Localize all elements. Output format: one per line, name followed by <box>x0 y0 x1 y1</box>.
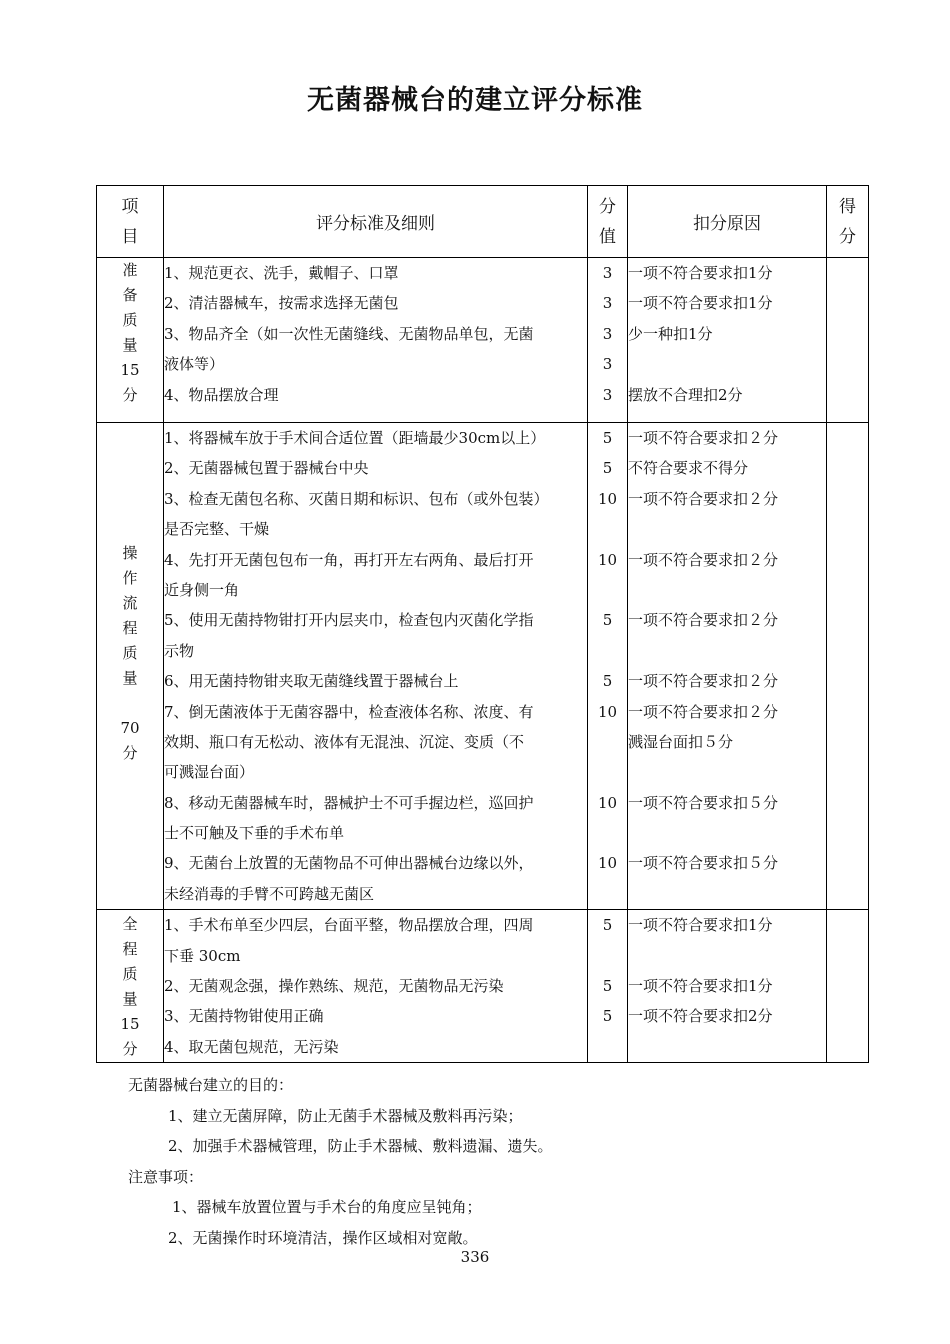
scoring-table <box>96 185 869 1063</box>
section-row-operation <box>97 423 869 910</box>
reason-cell <box>628 910 827 1063</box>
header-points: 分 值 <box>588 186 628 258</box>
section-label-char: 15 <box>120 361 140 379</box>
deduction-reason: 一项不符合要求扣1分 <box>628 294 773 313</box>
criteria-cell <box>164 423 588 910</box>
purpose-item: 2、加强手术器械管理，防止手术器械、敷料遗漏、遗失。 <box>168 1137 553 1155</box>
points-value: 5 <box>602 429 613 447</box>
criteria-line: 4、取无菌包规范，无污染 <box>164 1037 339 1056</box>
page-title: 无菌器械台的建立评分标准 <box>307 85 643 116</box>
criteria-line: 2、无菌观念强，操作熟练、规范，无菌物品无污染 <box>164 977 504 996</box>
points-value: 5 <box>602 672 613 691</box>
criteria-line: 示物 <box>164 641 195 660</box>
criteria-line: 下垂 30cm <box>164 946 241 965</box>
deduction-reason: 一项不符合要求扣５分 <box>628 854 779 873</box>
section-label-char: 量 <box>122 990 138 1009</box>
points-value: 5 <box>602 977 613 996</box>
deduction-reason <box>628 514 826 544</box>
score-cell <box>827 910 869 1063</box>
section-label-char: 质 <box>122 965 138 984</box>
points-value: 5 <box>602 916 613 935</box>
purpose-heading: 无菌器械台建立的目的： <box>128 1076 294 1094</box>
points-value <box>588 636 627 666</box>
points-value <box>588 575 627 605</box>
deduction-reason: 一项不符合要求扣２分 <box>628 702 779 721</box>
deduction-reason <box>628 879 826 909</box>
criteria-line: 士不可触及下垂的手术布单 <box>164 824 345 843</box>
deduction-reason: 一项不符合要求扣２分 <box>628 429 779 447</box>
criteria-line: 5、使用无菌持物钳打开内层夹巾，检查包内灭菌化学指 <box>164 611 534 630</box>
notes-section <box>128 1070 553 1253</box>
deduction-reason: 一项不符合要求扣2分 <box>628 1007 773 1026</box>
section-label-char: 15 <box>120 1015 140 1034</box>
deduction-reason <box>628 636 826 666</box>
deduction-reason: 一项不符合要求扣２分 <box>628 489 779 508</box>
section-label <box>97 910 164 1063</box>
deduction-reason: 一项不符合要求扣1分 <box>628 264 773 282</box>
points-value: 3 <box>602 385 613 404</box>
criteria-line: 6、用无菌持物钳夹取无菌缝线置于器械台上 <box>164 672 459 691</box>
deduction-reason: 不符合要求不得分 <box>628 459 749 478</box>
points-value: 10 <box>597 854 618 873</box>
points-value <box>588 818 627 848</box>
points-value: 5 <box>602 611 613 630</box>
criteria-line: 7、倒无菌液体于无菌容器中，检查液体名称、浓度、有 <box>164 702 534 721</box>
section-label-char: 量 <box>122 669 138 687</box>
points-value: 5 <box>602 1007 613 1026</box>
section-label-char: 分 <box>122 744 138 762</box>
points-value: 5 <box>602 459 613 478</box>
section-row-overall <box>97 910 869 1063</box>
points-value: 3 <box>602 294 613 313</box>
deduction-reason <box>628 575 826 605</box>
section-label-char <box>97 691 163 716</box>
reason-cell <box>628 423 827 910</box>
criteria-line: 效期、瓶口有无松动、液体有无混浊、沉淀、变质（不 <box>164 732 525 751</box>
points-value: 10 <box>597 550 618 569</box>
section-label-char: 准 <box>122 261 138 279</box>
criteria-line: 未经消毒的手臂不可跨越无菌区 <box>164 884 375 903</box>
points-value <box>588 757 627 787</box>
deduction-reason <box>628 818 826 848</box>
deduction-reason <box>628 941 826 971</box>
page-number: 336 <box>460 1248 490 1266</box>
section-label-char: 程 <box>122 940 138 959</box>
points-value: 10 <box>597 702 618 721</box>
section-label-char: 70 <box>120 719 140 737</box>
deduction-reason <box>628 1032 826 1062</box>
points-cell <box>588 423 628 910</box>
section-label-char: 分 <box>122 386 138 404</box>
deduction-reason: 一项不符合要求扣２分 <box>628 672 779 691</box>
deduction-reason: 少一种扣1分 <box>628 324 713 343</box>
criteria-line: 可溅湿台面） <box>164 763 255 782</box>
header-score: 得 分 <box>827 186 869 258</box>
section-label-char: 质 <box>122 644 138 662</box>
section-row-preparation <box>97 258 869 423</box>
criteria-line: 3、物品齐全（如一次性无菌缝线、无菌物品单包，无菌 <box>164 324 534 343</box>
table-header-row <box>97 186 869 258</box>
points-value: 10 <box>597 793 618 812</box>
section-label-char: 流 <box>122 594 138 612</box>
section-label-char: 质 <box>122 311 138 329</box>
criteria-line: 1、将器械车放于手术间合适位置（距墙最少30cm以上） <box>164 429 546 447</box>
points-value: 3 <box>602 355 613 374</box>
section-label-char: 全 <box>122 915 138 934</box>
criteria-cell <box>164 258 588 423</box>
deduction-reason: 一项不符合要求扣２分 <box>628 550 779 569</box>
section-label <box>97 258 164 423</box>
attention-item: 1、器械车放置位置与手术台的角度应呈钝角； <box>172 1198 482 1216</box>
points-value <box>588 727 627 757</box>
criteria-line: 3、无菌持物钳使用正确 <box>164 1007 324 1026</box>
score-cell <box>827 258 869 423</box>
criteria-line: 3、检查无菌包名称、灭菌日期和标识、包布（或外包装） <box>164 489 549 508</box>
attention-item: 2、无菌操作时环境清洁，操作区域相对宽敞。 <box>168 1228 478 1247</box>
score-cell <box>827 423 869 910</box>
points-value <box>588 879 627 909</box>
criteria-line: 8、移动无菌器械车时，器械护士不可手握边栏，巡回护 <box>164 793 534 812</box>
criteria-line: 2、清洁器械车，按需求选择无菌包 <box>164 294 399 313</box>
criteria-line: 液体等） <box>164 355 225 374</box>
attention-heading: 注意事项： <box>128 1167 204 1186</box>
deduction-reason: 溅湿台面扣５分 <box>628 732 734 751</box>
deduction-reason <box>628 349 826 379</box>
criteria-line: 4、先打开无菌包包布一角，再打开左右两角、最后打开 <box>164 550 534 569</box>
deduction-reason: 一项不符合要求扣1分 <box>628 977 773 996</box>
criteria-line: 1、规范更衣、洗手，戴帽子、口罩 <box>164 264 399 282</box>
points-value <box>588 941 627 971</box>
section-label-char: 作 <box>122 569 138 587</box>
deduction-reason <box>628 757 826 787</box>
criteria-cell <box>164 910 588 1063</box>
criteria-line: 9、无菌台上放置的无菌物品不可伸出器械台边缘以外， <box>164 854 534 873</box>
section-label-char: 量 <box>122 336 138 354</box>
section-label-char: 操 <box>122 544 138 562</box>
points-value <box>588 1032 627 1062</box>
deduction-reason: 一项不符合要求扣２分 <box>628 611 779 630</box>
points-value: 3 <box>602 324 613 343</box>
deduction-reason: 一项不符合要求扣５分 <box>628 793 779 812</box>
reason-cell <box>628 258 827 423</box>
criteria-line: 近身侧一角 <box>164 580 240 599</box>
points-value: 10 <box>597 489 618 508</box>
purpose-item: 1、建立无菌屏障，防止无菌手术器械及敷料再污染； <box>168 1106 523 1125</box>
header-criteria: 评分标准及细则 <box>164 186 588 258</box>
header-item: 项 目 <box>97 186 164 258</box>
deduction-reason: 摆放不合理扣2分 <box>628 385 743 404</box>
criteria-line: 4、物品摆放合理 <box>164 385 279 404</box>
criteria-line: 1、手术布单至少四层，台面平整，物品摆放合理，四周 <box>164 916 534 935</box>
points-cell <box>588 258 628 423</box>
deduction-reason: 一项不符合要求扣1分 <box>628 916 773 935</box>
section-label-char: 程 <box>122 619 138 637</box>
section-label-char: 备 <box>122 286 138 304</box>
criteria-line: 2、无菌器械包置于器械台中央 <box>164 459 369 478</box>
points-value <box>588 514 627 544</box>
points-cell <box>588 910 628 1063</box>
section-label <box>97 423 164 910</box>
points-value: 3 <box>602 264 613 282</box>
header-reason: 扣分原因 <box>628 186 827 258</box>
section-label-char: 分 <box>122 1040 138 1059</box>
criteria-line: 是否完整、干燥 <box>164 520 270 539</box>
